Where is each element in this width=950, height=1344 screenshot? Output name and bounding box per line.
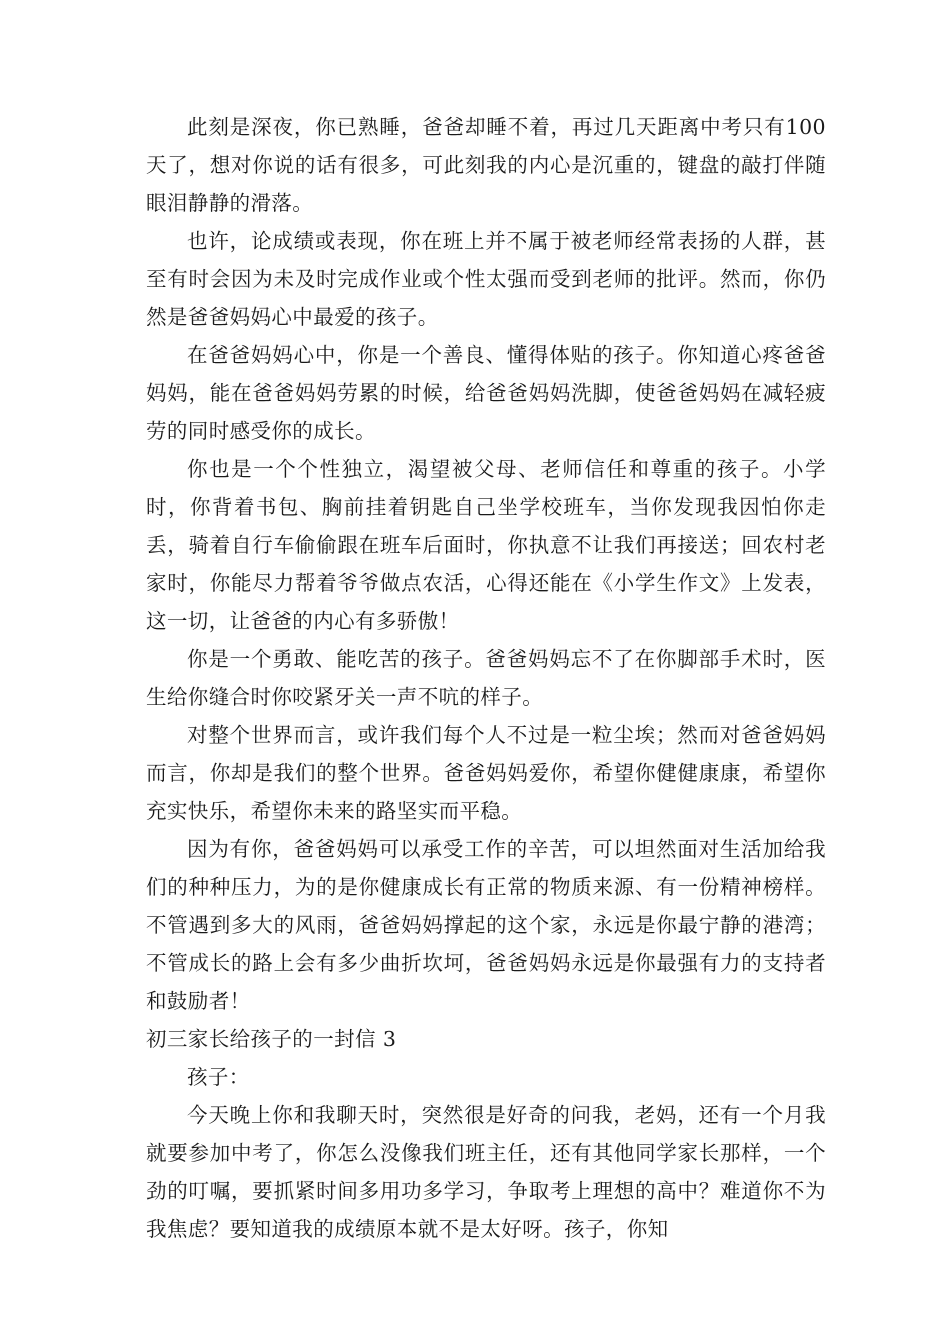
paragraph-6: 对整个世界而言，或许我们每个人不过是一粒尘埃；然而对爸爸妈妈而言，你却是我们的整个世界。爸爸妈妈爱你，希望你健健康康，希望你充实快乐，希望你未来的路坚实而平稳。 [146, 723, 826, 823]
section-title: 初三家长给孩子的一封信 3 [146, 1027, 397, 1051]
paragraph-2: 也许，论成绩或表现，你在班上并不属于被老师经常表扬的人群，甚至有时会因为未及时完成作业或个性太强而受到老师的批评。然而，你仍然是爸爸妈妈心中最爱的孩子。 [146, 229, 826, 329]
paragraph-5: 你是一个勇敢、能吃苦的孩子。爸爸妈妈忘不了在你脚部手术时，医生给你缝合时你咬紧牙关一声不吭的样子。 [146, 647, 826, 709]
document-page [146, 108, 826, 1248]
salutation: 孩子： [187, 1065, 250, 1089]
paragraph-7: 因为有你，爸爸妈妈可以承受工作的辛苦，可以坦然面对生活加给我们的种种压力，为的是你健康成长有正常的物质来源、有一份精神榜样。不管遇到多大的风雨，爸爸妈妈撑起的这个家，永远是你最宁静的港湾；不管成长的路上会有多少曲折坎坷，爸爸妈妈永远是你最强有力的支持者和鼓励者！ [146, 837, 826, 1013]
paragraph-4: 你也是一个个性独立，渴望被父母、老师信任和尊重的孩子。小学时，你背着书包、胸前挂着钥匙自己坐学校班车，当你发现我因怕你走丢，骑着自行车偷偷跟在班车后面时，你执意不让我们再接送；回农村老家时，你能尽力帮着爷爷做点农活，心得还能在《小学生作文》上发表，这一切，让爸爸的内心有多骄傲！ [146, 457, 826, 633]
paragraph-3: 在爸爸妈妈心中，你是一个善良、懂得体贴的孩子。你知道心疼爸爸妈妈，能在爸爸妈妈劳累的时候，给爸爸妈妈洗脚，使爸爸妈妈在减轻疲劳的同时感受你的成长。 [146, 343, 826, 443]
paragraph-1: 此刻是深夜，你已熟睡，爸爸却睡不着，再过几天距离中考只有100 天了，想对你说的话有很多，可此刻我的内心是沉重的，键盘的敲打伴随眼泪静静的滑落。 [146, 115, 826, 215]
letter-opening-paragraph: 今天晚上你和我聊天时，突然很是好奇的问我，老妈，还有一个月我就要参加中考了，你怎么没像我们班主任，还有其他同学家长那样，一个劲的叮嘱，要抓紧时间多用功多学习，争取考上理想的高中？难道你不为我焦虑？要知道我的成绩原本就不是太好呀。孩子，你知 [146, 1103, 826, 1241]
